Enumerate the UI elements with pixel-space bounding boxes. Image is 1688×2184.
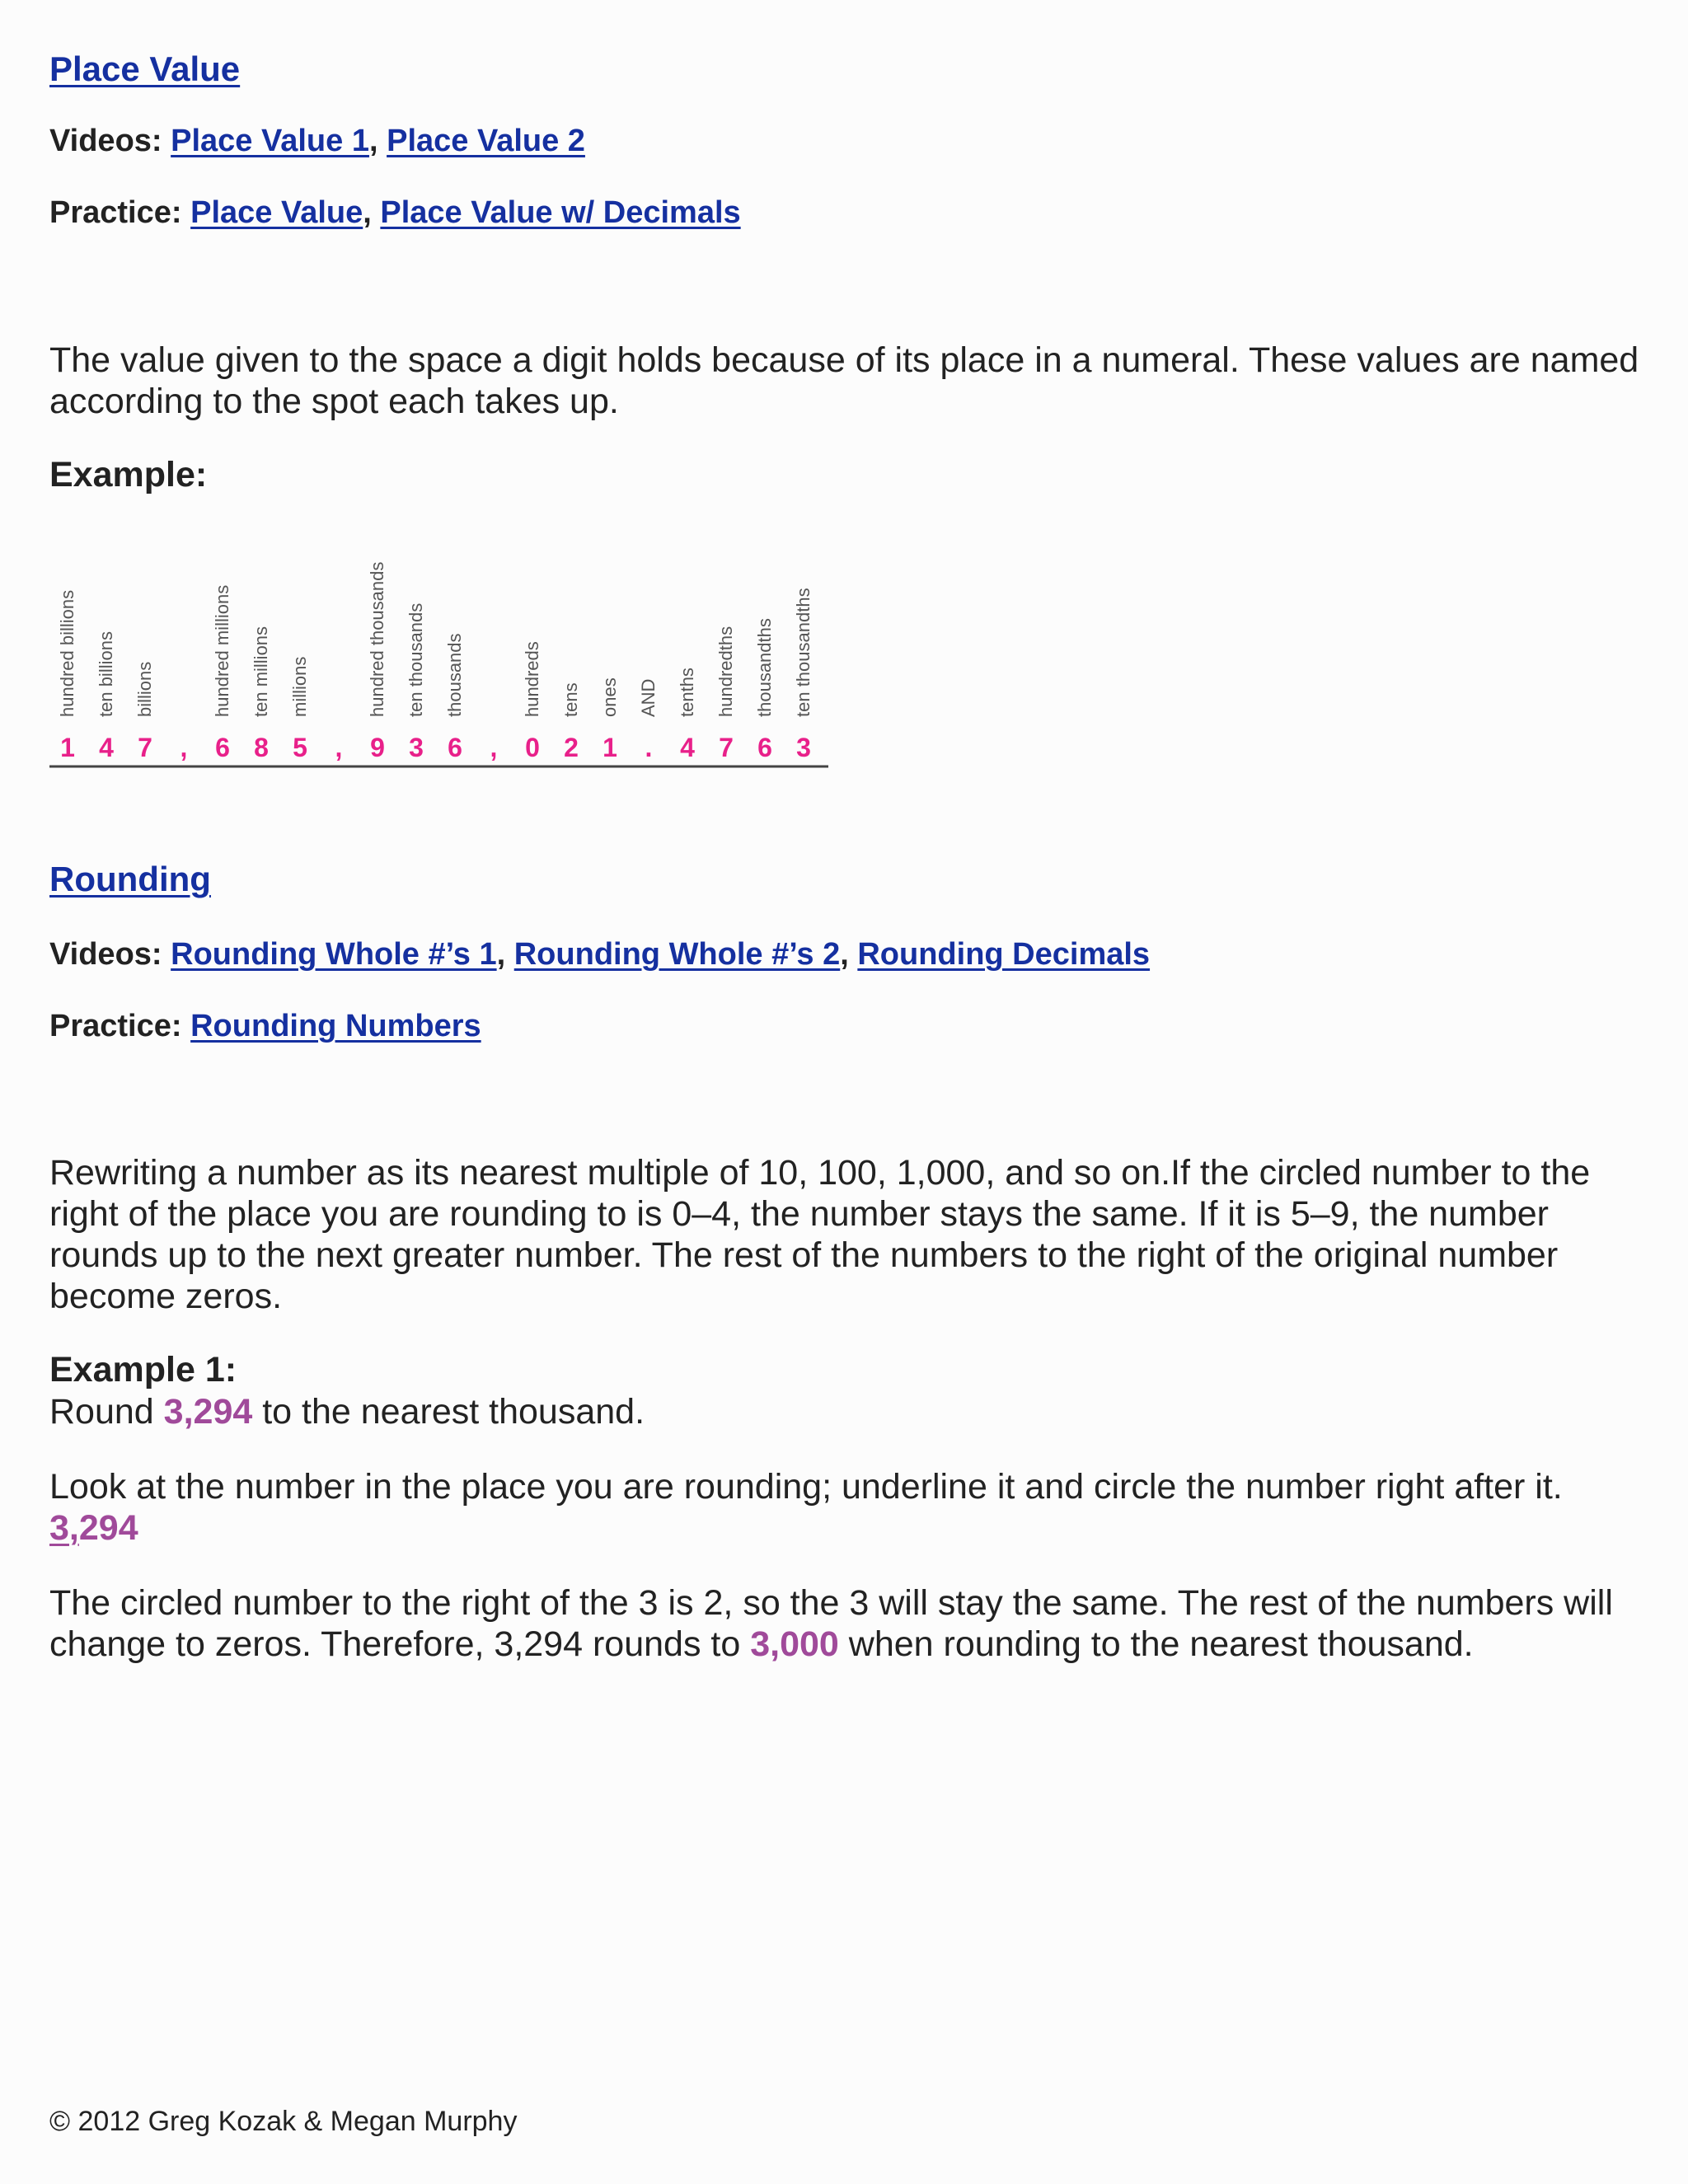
result-number: 3,000 bbox=[750, 1624, 839, 1664]
rounding-definition: Rewriting a number as its nearest multiple of 10, 100, 1,000, and so on.If the circled number to the right of the place you are rounding to is 0–4, the number stays the same. If it is 5–9, the number rounds up to the next greater number. The rest of the numbers to the right of the original number become zeros. bbox=[49, 1153, 1591, 1316]
place-value-practice-link[interactable]: Place Value bbox=[190, 195, 363, 230]
digit: 9 bbox=[370, 733, 385, 762]
place-value-video-2-link[interactable]: Place Value 2 bbox=[387, 124, 585, 158]
place-value-definition: The value given to the space a digit holds because of its place in a numeral. These values are named according to the spot each takes up. bbox=[49, 340, 1639, 421]
videos-label: Videos: bbox=[49, 937, 162, 972]
rounding-example-label: Example 1: bbox=[49, 1350, 237, 1390]
rounding-step-number bbox=[49, 1507, 1648, 1549]
copyright: © 2012 Greg Kozak & Megan Murphy bbox=[49, 2106, 518, 2137]
place-label-ten-thousands: ten thousands bbox=[406, 602, 426, 717]
place-label-hundreds: hundreds bbox=[522, 641, 542, 717]
practice-label: Practice: bbox=[49, 1009, 182, 1043]
comma-mark: , bbox=[490, 733, 498, 762]
digit: 7 bbox=[719, 733, 734, 762]
place-label-billions: billions bbox=[134, 661, 155, 717]
rounding-videos-line bbox=[49, 937, 1150, 972]
rounding-example-line bbox=[49, 1391, 1648, 1432]
rounding-practice-line bbox=[49, 1009, 481, 1044]
place-label-and: AND bbox=[638, 678, 659, 717]
digit: 3 bbox=[796, 733, 811, 762]
comma-mark: , bbox=[180, 733, 188, 762]
place-label-hundred-millions: hundred millions bbox=[212, 584, 232, 717]
result-text-pre: The circled number to the right of the 3 is 2, so the 3 will stay the same. The rest of the numbers will change to zeros. Therefore, 3,294 rounds to bbox=[49, 1583, 1613, 1664]
place-label-hundredths: hundredths bbox=[715, 626, 736, 717]
place-value-example-label: Example: bbox=[49, 455, 208, 494]
videos-label: Videos: bbox=[49, 124, 162, 158]
place-value-videos-line bbox=[49, 124, 585, 159]
place-label-ten-billions: ten billions bbox=[96, 631, 116, 717]
link-separator: , bbox=[368, 124, 378, 158]
underlined-digit: 3, bbox=[49, 1508, 79, 1548]
example-text-post: to the nearest thousand. bbox=[252, 1392, 645, 1432]
place-label-hundred-thousands: hundred thousands bbox=[367, 561, 387, 717]
place-label-ten-millions: ten millions bbox=[251, 626, 271, 717]
result-text-post: when rounding to the nearest thousand. bbox=[838, 1624, 1474, 1664]
place-label-hundred-billions: hundred billions bbox=[57, 589, 77, 717]
digit: 0 bbox=[525, 733, 540, 762]
digit: 6 bbox=[448, 733, 462, 762]
example-number: 3,294 bbox=[163, 1392, 253, 1432]
digit: 6 bbox=[757, 733, 772, 762]
example-text-pre: Round bbox=[49, 1392, 164, 1432]
place-label-ten-thousandths: ten thousandths bbox=[793, 588, 814, 717]
decimal-point: . bbox=[645, 733, 653, 762]
place-label-thousands: thousands bbox=[444, 633, 465, 717]
digit: 1 bbox=[60, 733, 75, 762]
rounding-whole-1-video-link[interactable]: Rounding Whole #’s 1 bbox=[171, 937, 497, 972]
link-separator: , bbox=[363, 195, 372, 230]
place-value-chart bbox=[49, 519, 828, 775]
digit: 3 bbox=[409, 733, 424, 762]
rounding-step-text: Look at the number in the place you are rounding; underline it and circle the number right after it. bbox=[49, 1467, 1563, 1507]
rounding-decimals-video-link[interactable]: Rounding Decimals bbox=[857, 937, 1151, 972]
digit: 2 bbox=[564, 733, 579, 762]
place-value-heading-link[interactable]: Place Value bbox=[49, 49, 241, 88]
link-separator: , bbox=[840, 937, 849, 972]
rounding-whole-2-video-link[interactable]: Rounding Whole #’s 2 bbox=[513, 937, 841, 972]
circled-remainder: 294 bbox=[78, 1508, 138, 1548]
place-label-tenths: tenths bbox=[677, 668, 697, 717]
rounding-numbers-practice-link[interactable]: Rounding Numbers bbox=[190, 1009, 481, 1043]
place-label-ones: ones bbox=[599, 677, 620, 717]
rounding-result bbox=[49, 1582, 1648, 1665]
place-label-tens: tens bbox=[560, 682, 581, 717]
link-separator: , bbox=[496, 937, 506, 972]
digit: 7 bbox=[138, 733, 152, 762]
digit: 5 bbox=[293, 733, 307, 762]
place-value-practice-line bbox=[49, 195, 741, 231]
place-value-decimals-practice-link[interactable]: Place Value w/ Decimals bbox=[380, 195, 741, 230]
digit: 4 bbox=[99, 733, 114, 762]
digit: 8 bbox=[254, 733, 269, 762]
place-label-thousandths: thousandths bbox=[754, 618, 775, 717]
digit: 1 bbox=[603, 733, 617, 762]
comma-mark: , bbox=[335, 733, 343, 762]
practice-label: Practice: bbox=[49, 195, 182, 230]
digit: 4 bbox=[680, 733, 695, 762]
rounding-heading-link[interactable]: Rounding bbox=[49, 860, 211, 898]
place-value-video-1-link[interactable]: Place Value 1 bbox=[171, 124, 369, 158]
place-label-millions: millions bbox=[289, 656, 310, 717]
digit: 6 bbox=[215, 733, 230, 762]
